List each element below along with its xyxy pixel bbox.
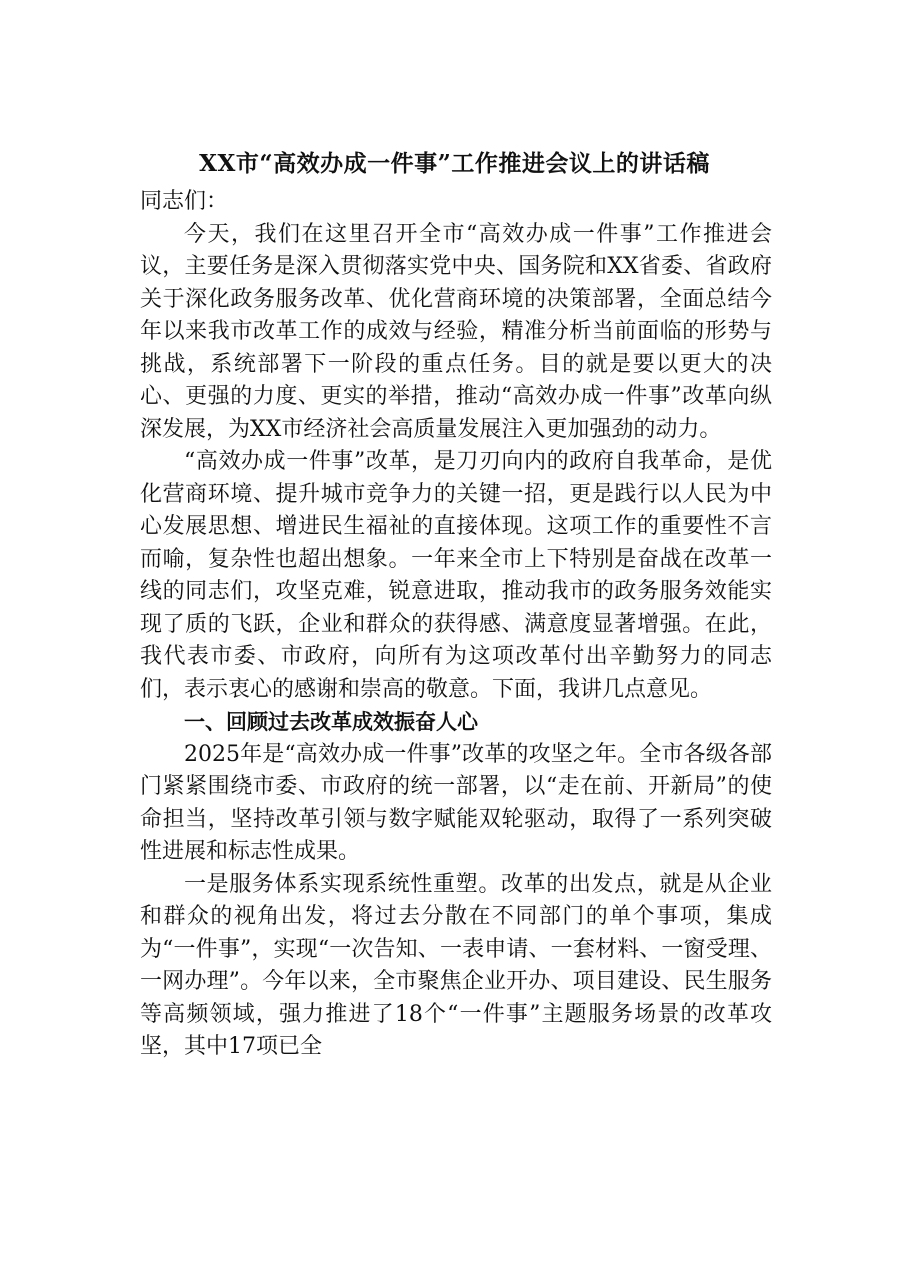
document-body: [140, 186, 772, 1064]
section-paragraph-2: 一是服务体系实现系统性重塑。改革的出发点，就是从企业和群众的视角出发，将过去分散在不同部门的单个事项，集成为“一件事”，实现“一次告知、一表申请、一套材料、一窗受理、一网办理”。今年以来，全市聚焦企业开办、项目建设、民生服务等高频领域，强力推进了18个“一件事”主题服务场景的改革攻坚，其中17项已全: [140, 871, 772, 1059]
section-paragraph-1: 2025年是“高效办成一件事”改革的攻坚之年。全市各级各部门紧紧围绕市委、市政府的统一部署，以“走在前、开新局”的使命担当，坚持改革引领与数字赋能双轮驱动，取得了一系列突破性进展和标志性成果。: [140, 741, 772, 864]
salutation: 同志们：: [140, 189, 229, 214]
intro-paragraph-1: 今天，我们在这里召开全市“高效办成一件事”工作推进会议，主要任务是深入贯彻落实党中央、国务院和XX省委、省政府关于深化政务服务改革、优化营商环境的决策部署，全面总结今年以来我市改革工作的成效与经验，精准分析当前面临的形势与挑战，系统部署下一阶段的重点任务。目的就是要以更大的决心、更强的力度、更实的举措，推动“高效办成一件事”改革向纵深发展，为XX市经济社会高质量发展注入更加强劲的动力。: [140, 221, 772, 442]
document-title: XX市“高效办成一件事”工作推进会议上的讲话稿: [199, 150, 710, 177]
intro-paragraph-2: “高效办成一件事”改革，是刀刃向内的政府自我革命，是优化营商环境、提升城市竞争力的关键一招，更是践行以人民为中心发展思想、增进民生福祉的直接体现。这项工作的重要性不言而喻，复杂性也超出想象。一年来全市上下特别是奋战在改革一线的同志们，攻坚克难，锐意进取，推动我市的政务服务效能实现了质的飞跃，企业和群众的获得感、满意度显著增强。在此，我代表市委、市政府，向所有为这项改革付出辛勤努力的同志们，表示衷心的感谢和崇高的敬意。下面，我讲几点意见。: [140, 449, 772, 702]
section-heading: 一、回顾过去改革成效振奋人心: [184, 710, 478, 734]
